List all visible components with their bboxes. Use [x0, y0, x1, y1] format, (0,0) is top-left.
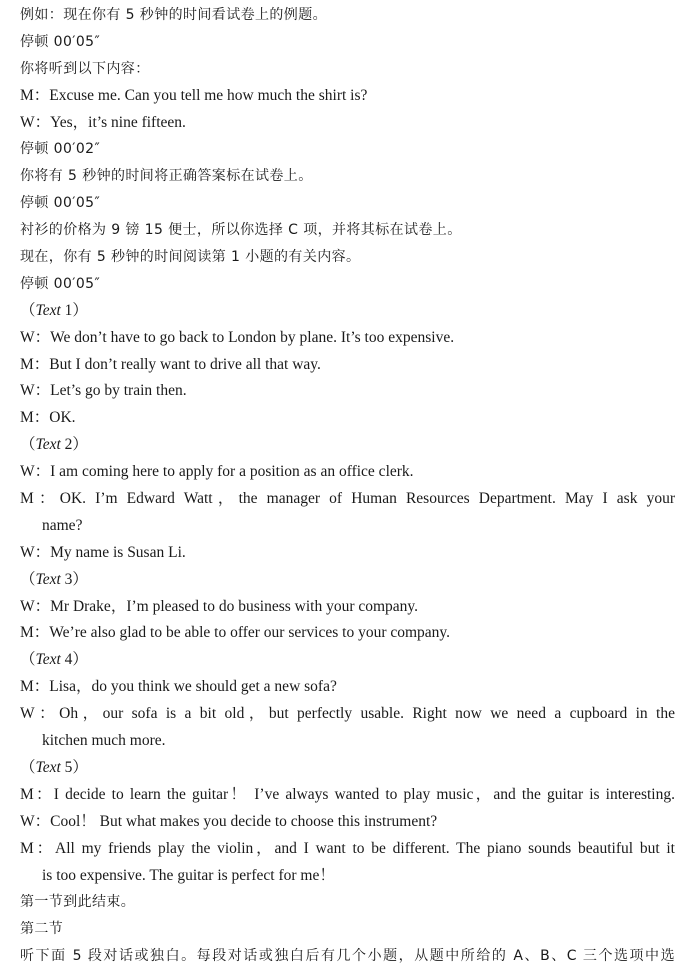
reading-instruction: 现在，你有 5 秒钟的时间阅读第 1 小题的有关内容。: [20, 249, 361, 266]
text-heading-number: 1: [64, 301, 73, 319]
dialogue-line: W：My name is Susan Li.: [20, 543, 186, 561]
answer-instruction: 你将有 5 秒钟的时间将正确答案标在试卷上。: [20, 168, 313, 185]
dialogue-line: M：But I don’t really want to drive all that way.: [20, 355, 321, 373]
dialogue-line-continuation: kitchen much more.: [42, 732, 166, 750]
dialogue-line: M：All my friends play the violin，and I want to be different. The piano sounds beautiful but it: [20, 839, 675, 857]
text-heading-number: 5: [64, 758, 73, 776]
pause-marker: 停顿 00′05″: [20, 275, 101, 292]
section-end-note: 第一节到此结束。: [20, 894, 136, 911]
text-heading: （Text 1）: [20, 301, 88, 319]
dialogue-line: M：Excuse me. Can you tell me how much the shirt is?: [20, 86, 368, 104]
dialogue-line: W：I am coming here to apply for a position as an office clerk.: [20, 463, 414, 481]
example-explanation: 衬衫的价格为 9 镑 15 便士，所以你选择 C 项，并将其标在试卷上。: [20, 222, 462, 239]
pause-marker: 停顿 00′05″: [20, 33, 101, 50]
dialogue-line: M：Lisa，do you think we should get a new sofa?: [20, 678, 337, 696]
transcript-document: [0, 2, 693, 970]
pause-marker: 停顿 00′02″: [20, 141, 101, 158]
dialogue-line: M：I decide to learn the guitar！ I’ve always wanted to play music，and the guitar is interesting.: [20, 785, 675, 803]
dialogue-line-continuation: is too expensive. The guitar is perfect for me！: [42, 866, 335, 884]
text-heading: （Text 5）: [20, 758, 88, 776]
text-heading: （Text 4）: [20, 651, 88, 669]
dialogue-line: M：We’re also glad to be able to offer our services to your company.: [20, 624, 451, 642]
dialogue-line: M：OK. I’m Edward Watt，the manager of Human Resources Department. May I ask your: [20, 490, 675, 508]
pause-marker: 停顿 00′05″: [20, 195, 101, 212]
text-heading-word: Text: [35, 436, 61, 454]
section-heading: 第二节: [20, 921, 64, 938]
text-heading-word: Text: [35, 758, 61, 776]
dialogue-line: W：Mr Drake，I’m pleased to do business with your company.: [20, 597, 419, 615]
example-instruction: 例如：现在你有 5 秒钟的时间看试卷上的例题。: [20, 7, 328, 23]
dialogue-line: W：Yes，it’s nine fifteen.: [20, 113, 186, 131]
dialogue-line-continuation: name?: [42, 516, 83, 534]
dialogue-line: W：Let’s go by train then.: [20, 382, 187, 400]
dialogue-line: W：Cool！ But what makes you decide to choose this instrument?: [20, 812, 438, 830]
text-heading: （Text 2）: [20, 436, 88, 454]
dialogue-line: W：Oh，our sofa is a bit old，but perfectly usable. Right now we need a cupboard in the: [20, 705, 675, 723]
section-instruction: 听下面 5 段对话或独白。每段对话或独白后有几个小题，从题中所给的 A、B、C 三个选项中选: [20, 948, 675, 965]
listen-instruction: 你将听到以下内容：: [20, 60, 150, 77]
text-heading-number: 3: [64, 570, 73, 588]
text-heading-number: 2: [64, 436, 73, 454]
text-heading-word: Text: [35, 651, 61, 669]
text-heading-word: Text: [35, 301, 61, 319]
dialogue-line: W：We don’t have to go back to London by plane. It’s too expensive.: [20, 328, 455, 346]
text-heading-word: Text: [35, 570, 61, 588]
text-heading: （Text 3）: [20, 570, 88, 588]
text-heading-number: 4: [64, 651, 73, 669]
dialogue-line: M：OK.: [20, 409, 76, 427]
